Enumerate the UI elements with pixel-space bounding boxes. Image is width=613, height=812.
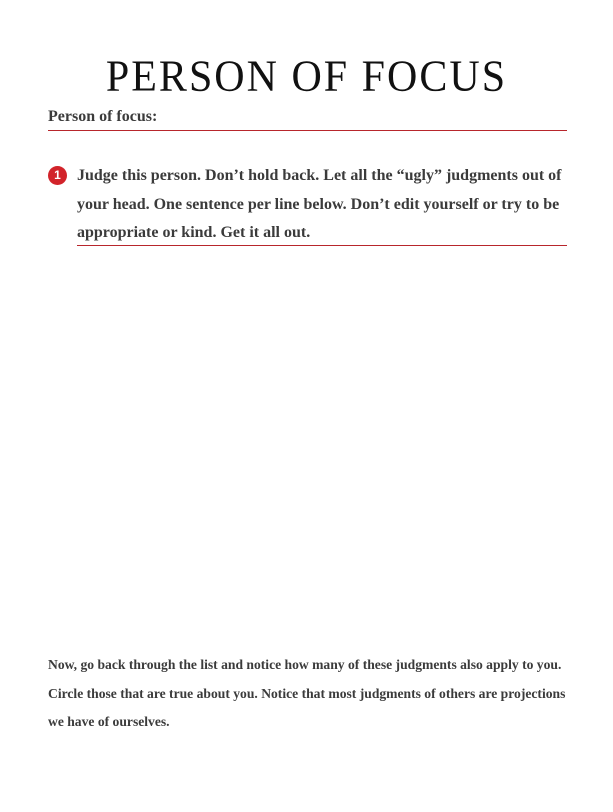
judgments-writing-area[interactable]: [77, 250, 567, 640]
person-of-focus-field[interactable]: [48, 106, 567, 131]
step-1-underline: [77, 245, 567, 246]
page-title: PERSON OF FOCUS: [105, 52, 508, 102]
person-of-focus-label: Person of focus:: [48, 108, 158, 125]
step-1-instruction: Judge this person. Don’t hold back. Let all the “ugly” judgments out of your head. One sentence per line below. Don’t edit yourself or try to be appropriate or kind. Get it all out.: [77, 167, 562, 241]
closing-instruction: Now, go back through the list and notice how many of these judgments also apply to you. Circle those that are true about you. Notice that most judgments of others are projections we have of ourselves.: [48, 657, 566, 729]
step-number-badge: 1: [48, 166, 67, 185]
